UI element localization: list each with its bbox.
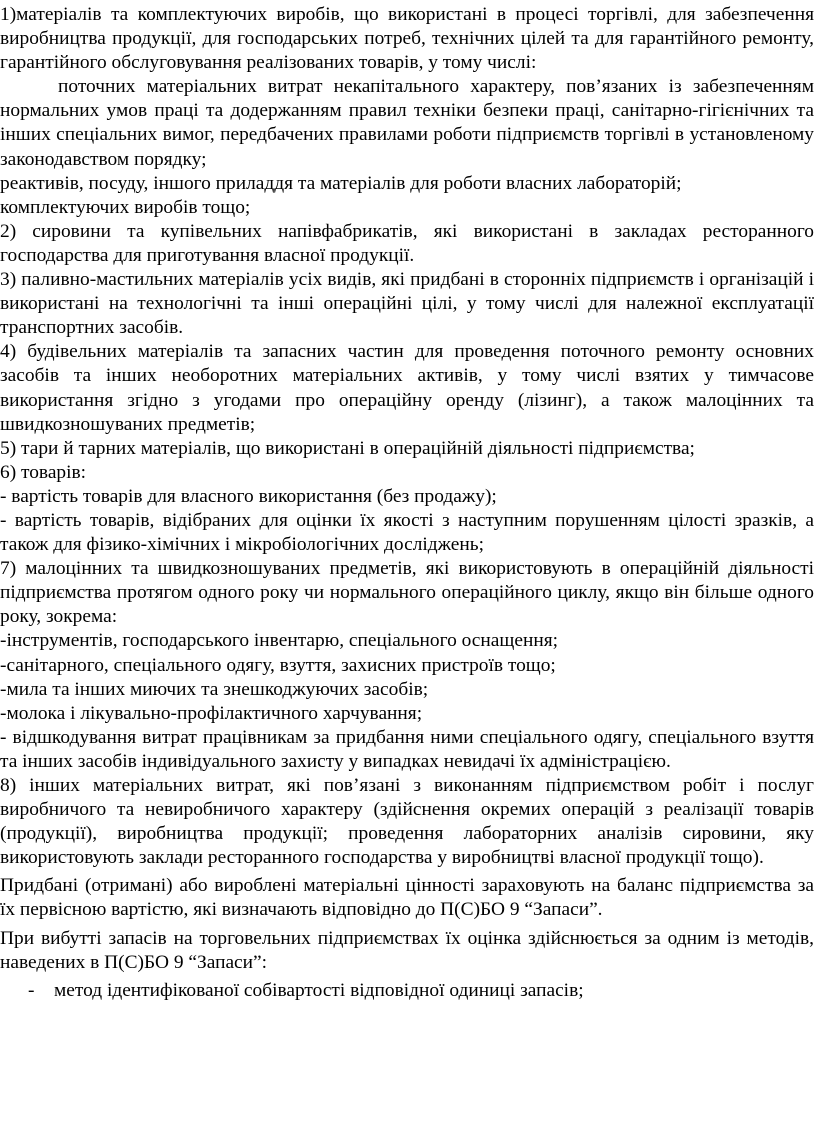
- paragraph-2-raw-materials: 2) сировини та купівельних напівфабрикатів, які використані в закладах ресторанного господарства для приготування власної продукції.: [0, 220, 814, 266]
- paragraph-goods-own-use: - вартість товарів для власного використання (без продажу);: [0, 485, 497, 507]
- paragraph-8-other-expenses: 8) інших матеріальних витрат, які пов’язані з виконанням підприємством робіт і послуг виробничого та невиробничого характеру (здійснення окремих операцій з реалізації товарів (продукції), виробництва продукції; проведення лабораторних аналізів сировини, яку використовують заклади ресторанного господарства у виробництві власної продукції тощо).: [0, 775, 814, 869]
- paragraph-tools-inventory: -інструментів, господарського інвентарю, спеціального оснащення;: [0, 630, 559, 652]
- paragraph-reimbursement: - відшкодування витрат працівникам за придбання ними спеціального одягу, спеціального взуття та інших засобів індивідуального захисту у випадках невидачі їх адміністрацією.: [0, 726, 814, 772]
- paragraph-7-low-value-items: 7) малоцінних та швидкозношуваних предметів, які використовують в операційній діяльності підприємства протягом одного року чи нормального операційного циклу, якщо він більше одного року, зокрема:: [0, 558, 814, 628]
- paragraph-milk-nutrition: -молока і лікувально-профілактичного харчування;: [0, 702, 423, 724]
- paragraph-5-containers: 5) тари й тарних матеріалів, що використані в операційній діяльності підприємства;: [0, 437, 695, 459]
- paragraph-3-fuel-lubricants: 3) паливно-мастильних матеріалів усіх видів, які придбані в сторонніх підприємств і організацій і використані на технологічні та інші операційні цілі, у тому числі для належної експлуатації транспортних засобів.: [0, 269, 814, 339]
- paragraph-goods-quality-samples: - вартість товарів, відібраних для оцінки їх якості з наступним порушенням цілості зразків, а також для фізико-хімічних і мікробіологічних досліджень;: [0, 509, 814, 556]
- paragraph-acquired-valuables: Придбані (отримані) або вироблені матеріальні цінності зараховують на баланс підприємства за їх первісною вартістю, які визначають відповідно до П(С)БО 9 “Запаси”.: [0, 875, 814, 921]
- paragraph-1-materials: 1)матеріалів та комплектуючих виробів, що використані в процесі торгівлі, для забезпечення виробництва продукції, для господарських потреб, технічних цілей та для гарантійного ремонту, гарантійного обслуговування реалізованих товарів, у тому числі:: [0, 4, 814, 74]
- paragraph-4-building-materials: 4) будівельних матеріалів та запасних частин для проведення поточного ремонту основних засобів та інших необоротних матеріальних активів, у тому числі взятих у тимчасове використання згідно з угодами про операційну оренду (лізинг), а також малоцінних та швидкозношуваних предметів;: [0, 341, 814, 435]
- bullet-text: метод ідентифікованої собівартості відповідної одиниці запасів;: [54, 979, 584, 1001]
- paragraph-clothing-footwear: -санітарного, спеціального одягу, взуття, захисних пристроїв тощо;: [0, 654, 556, 676]
- paragraph-current-expenses: поточних матеріальних витрат некапітального характеру, пов’язаних із забезпеченням нормальних умов праці та додержанням правил техніки безпеки праці, санітарно-гігієнічних та інших спеціальних вимог, передбачених правилами роботи підприємств торгівлі в установленому законодавством порядку;: [0, 76, 814, 170]
- paragraph-6-goods: 6) товарів:: [0, 461, 87, 483]
- document-page: [0, 3, 814, 1003]
- paragraph-components: комплектуючих виробів тощо;: [0, 196, 251, 218]
- paragraph-reagents: реактивів, посуду, іншого приладдя та матеріалів для роботи власних лабораторій;: [0, 172, 682, 194]
- bullet-dash: -: [28, 979, 35, 1001]
- paragraph-disposal-valuation: При вибутті запасів на торговельних підприємствах їх оцінка здійснюється за одним із методів, наведених в П(С)БО 9 “Запаси”:: [0, 927, 814, 973]
- paragraph-soap-detergents: -мила та інших миючих та знешкоджуючих засобів;: [0, 678, 429, 700]
- bullet-identified-cost: [0, 979, 814, 1003]
